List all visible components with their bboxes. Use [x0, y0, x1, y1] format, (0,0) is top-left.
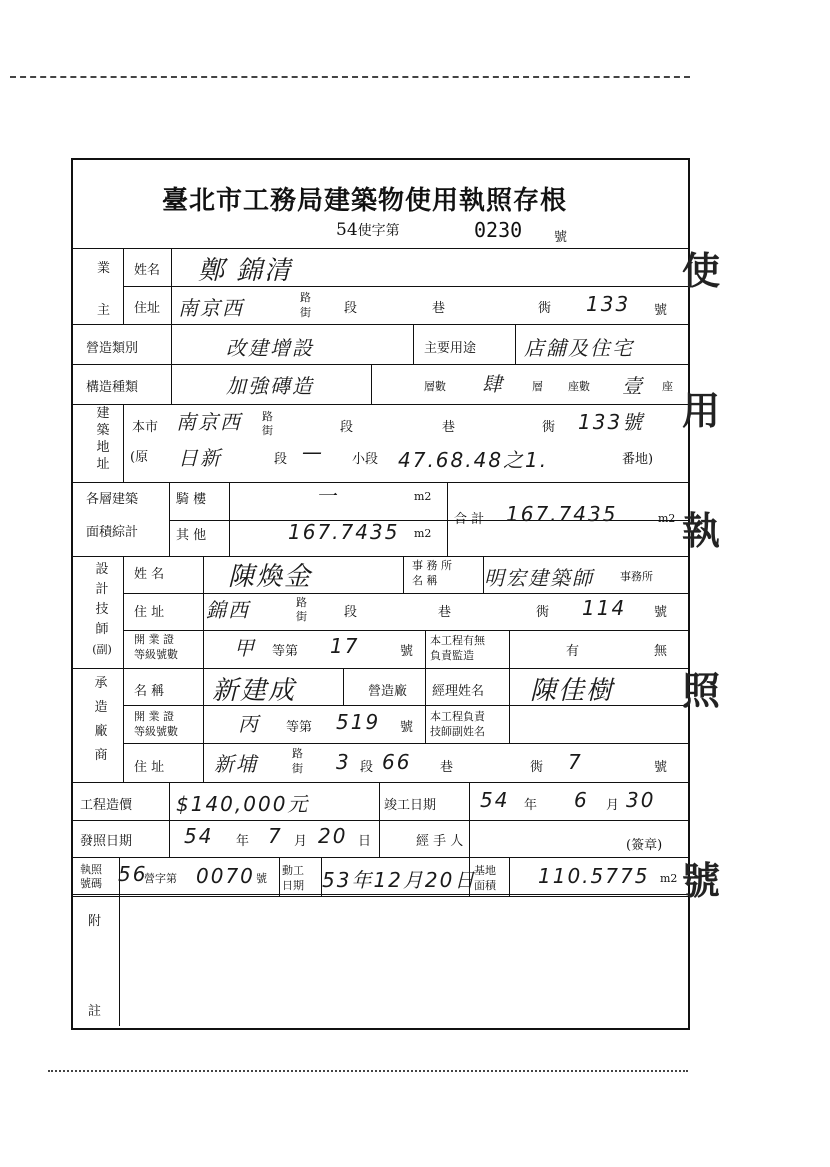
owner-alley-label: 衖: [538, 301, 552, 316]
contractor-street-label: 街: [292, 762, 303, 775]
base-label-1: 基地: [474, 864, 496, 877]
contractor-suffix: 營造廠: [368, 684, 408, 699]
floors-value: 肆: [482, 372, 504, 396]
contractor-address-label: 住 址: [134, 760, 165, 775]
permit-no: 0070: [196, 864, 255, 888]
handler-label: 經 手 人: [416, 834, 464, 849]
office-suffix: 事務所: [620, 570, 653, 583]
completion-label: 竣工日期: [384, 798, 437, 813]
site-city-label: 本市: [132, 420, 159, 435]
owner-lane-label: 巷: [432, 301, 446, 316]
license-suffix: 號: [554, 230, 568, 245]
site-sub-label: 小段: [352, 452, 379, 467]
site-alley-label: 衖: [542, 420, 556, 435]
start-label-1: 動工: [282, 864, 304, 877]
total-label: 合 計: [454, 512, 485, 527]
main-use-label: 主要用途: [424, 341, 477, 356]
owner-street-label: 街: [300, 306, 311, 319]
area-label-2: 面積綜計: [86, 525, 139, 540]
side-mark-1: 使: [682, 248, 721, 293]
designer-address-label: 住 址: [134, 605, 165, 620]
completion-day: 30: [626, 788, 656, 812]
document-title: 臺北市工務局建築物使用執照存根: [162, 186, 568, 216]
buildings-label: 座數: [568, 380, 590, 393]
owner-section-label-1: 業: [97, 261, 111, 276]
side-mark-5: 號: [682, 858, 721, 903]
other-label: 其 他: [176, 528, 207, 543]
contractor-name: 新建成: [212, 676, 297, 706]
issue-year-label: 年: [236, 834, 250, 849]
license-year: 54: [336, 220, 358, 240]
contractor-reg-no-label: 號: [400, 720, 414, 735]
designer-address: 錦西: [206, 598, 250, 622]
permit-label-2: 號碼: [80, 877, 102, 890]
designer-seg-label: 段: [344, 605, 358, 620]
designer-reg-no-label: 號: [400, 644, 414, 659]
base-unit: m2: [660, 872, 678, 885]
designer-reg-no: 17: [330, 634, 360, 658]
base-label-2: 面積: [474, 879, 496, 892]
completion-year-label: 年: [524, 798, 538, 813]
permit-card: [71, 158, 690, 1030]
start-label-2: 日期: [282, 879, 304, 892]
supervise-label-1: 本工程有無: [430, 634, 485, 647]
completion-year: 54: [480, 788, 510, 812]
owner-road-label: 路: [300, 291, 311, 304]
construction-type: 改建增設: [226, 336, 314, 360]
site-street-label: 街: [262, 424, 273, 437]
site-road: 南京西: [176, 410, 242, 434]
designer-reg-label-2: 等級號數: [134, 648, 178, 661]
top-scan-edge: [10, 76, 690, 78]
base-area: 110.5775: [538, 864, 650, 888]
contractor-section-label: 承 造 廠 商: [94, 676, 108, 763]
contractor-seg-label: 段: [360, 760, 374, 775]
license-number: 0230: [474, 218, 523, 242]
cost-value: $140,000元: [176, 792, 310, 816]
site-lots: 47.68.48之1.: [398, 448, 549, 472]
site-orig-district: 日新: [178, 446, 222, 470]
designer-alley-label: 衖: [536, 605, 550, 620]
side-mark-3: 執: [682, 508, 721, 553]
sign-label: (簽章): [626, 838, 663, 853]
designer-road-label: 路: [296, 596, 307, 609]
designer-name-label: 姓 名: [134, 567, 165, 582]
contractor-no-label: 號: [654, 760, 668, 775]
designer-grade: 甲: [234, 636, 256, 660]
site-orig-label: (原: [130, 450, 149, 465]
contractor-address: 新埔: [214, 752, 258, 776]
permit-year: 56: [118, 862, 148, 886]
total-unit: m2: [658, 512, 676, 525]
license-char: 使字第: [357, 223, 400, 239]
structure-type-label: 構造種類: [86, 380, 139, 395]
buildings-unit: 座: [662, 380, 673, 393]
designer-address-no: 114: [582, 596, 627, 620]
area-label-1: 各層建築: [86, 492, 139, 507]
arcade-label: 騎 樓: [176, 492, 207, 507]
site-orig-seg: —: [302, 440, 324, 464]
owner-seg-label: 段: [344, 301, 358, 316]
site-lane-label: 巷: [442, 420, 456, 435]
other-value: 167.7435: [288, 520, 400, 544]
structure-type: 加強磚造: [226, 374, 314, 398]
designer-name: 陳煥金: [228, 562, 313, 592]
contractor-alley-label: 衖: [530, 760, 544, 775]
completion-month: 6: [574, 788, 589, 812]
owner-section-label-2: 主: [97, 303, 111, 318]
supervise-label-2: 負責監造: [430, 649, 474, 662]
designer-lane-label: 巷: [438, 605, 452, 620]
main-use: 店舖及住宅: [524, 336, 634, 360]
start-date: 53年12月20日: [322, 868, 477, 892]
side-mark-4: 照: [682, 668, 721, 713]
issue-month: 7: [268, 824, 283, 848]
supervise-yes: 有: [566, 644, 580, 659]
floors-unit: 層: [532, 380, 543, 393]
issue-day-label: 日: [358, 834, 372, 849]
permit-no-label: 號: [256, 872, 267, 885]
bottom-scan-edge: [48, 1070, 688, 1072]
other-unit: m2: [414, 527, 432, 540]
remarks-label-2: 註: [88, 1004, 102, 1019]
contractor-manager-label: 經理姓名: [432, 684, 485, 699]
engineer-label-2: 技師副姓名: [430, 725, 485, 738]
site-no: 133號: [578, 410, 645, 434]
contractor-grade: 丙: [238, 712, 260, 736]
designer-reg-label-1: 開 業 證: [134, 633, 174, 646]
total-value: 167.7435: [506, 502, 618, 526]
contractor-lane-label: 巷: [440, 760, 454, 775]
designer-section-label: 設 計 技 師 (副): [92, 562, 112, 656]
site-lot-label: 番地): [622, 452, 654, 467]
contractor-reg-label-1: 開 業 證: [134, 710, 174, 723]
remarks-label-1: 附: [88, 914, 102, 929]
engineer-label-1: 本工程負責: [430, 710, 485, 723]
office-name: 明宏建築師: [484, 566, 594, 590]
designer-grade-label: 等第: [272, 644, 299, 659]
floors-label: 層數: [424, 380, 446, 393]
site-section-label: 建 築 地 址: [96, 406, 110, 472]
owner-no-label: 號: [654, 303, 668, 318]
buildings-value: 壹: [622, 374, 644, 398]
owner-name-label: 姓名: [134, 263, 161, 278]
site-orig-seg-label: 段: [274, 452, 288, 467]
contractor-reg-label-2: 等級號數: [134, 725, 178, 738]
designer-no-label: 號: [654, 605, 668, 620]
cost-label: 工程造價: [80, 798, 133, 813]
arcade-value: 一: [316, 484, 338, 508]
owner-address-road: 南京西: [178, 296, 244, 320]
permit-label-1: 執照: [80, 863, 102, 876]
designer-street-label: 街: [296, 610, 307, 623]
site-road-label: 路: [262, 410, 273, 423]
contractor-grade-label: 等第: [286, 720, 313, 735]
arcade-unit: m2: [414, 490, 432, 503]
owner-name: 鄭 錦清: [198, 256, 293, 286]
site-seg-label: 段: [340, 420, 354, 435]
contractor-address-no: 7: [568, 750, 583, 774]
office-label-2: 名 稱: [412, 574, 438, 587]
contractor-road-label: 路: [292, 747, 303, 760]
contractor-lane: 66: [382, 750, 412, 774]
issue-month-label: 月: [294, 834, 308, 849]
owner-address-label: 住址: [134, 301, 161, 316]
issue-date-label: 發照日期: [80, 834, 133, 849]
contractor-seg: 3: [336, 750, 351, 774]
contractor-reg-no: 519: [336, 710, 381, 734]
side-mark-2: 用: [682, 388, 721, 433]
issue-year: 54: [184, 824, 214, 848]
permit-char: 營字第: [144, 872, 177, 885]
office-label-1: 事 務 所: [412, 559, 452, 572]
contractor-name-label: 名 稱: [134, 684, 165, 699]
construction-type-label: 營造類別: [86, 341, 139, 356]
completion-month-label: 月: [606, 798, 620, 813]
contractor-manager: 陳佳樹: [530, 676, 615, 706]
supervise-no: 無: [654, 644, 668, 659]
issue-day: 20: [318, 824, 348, 848]
owner-address-no: 133: [586, 292, 631, 316]
